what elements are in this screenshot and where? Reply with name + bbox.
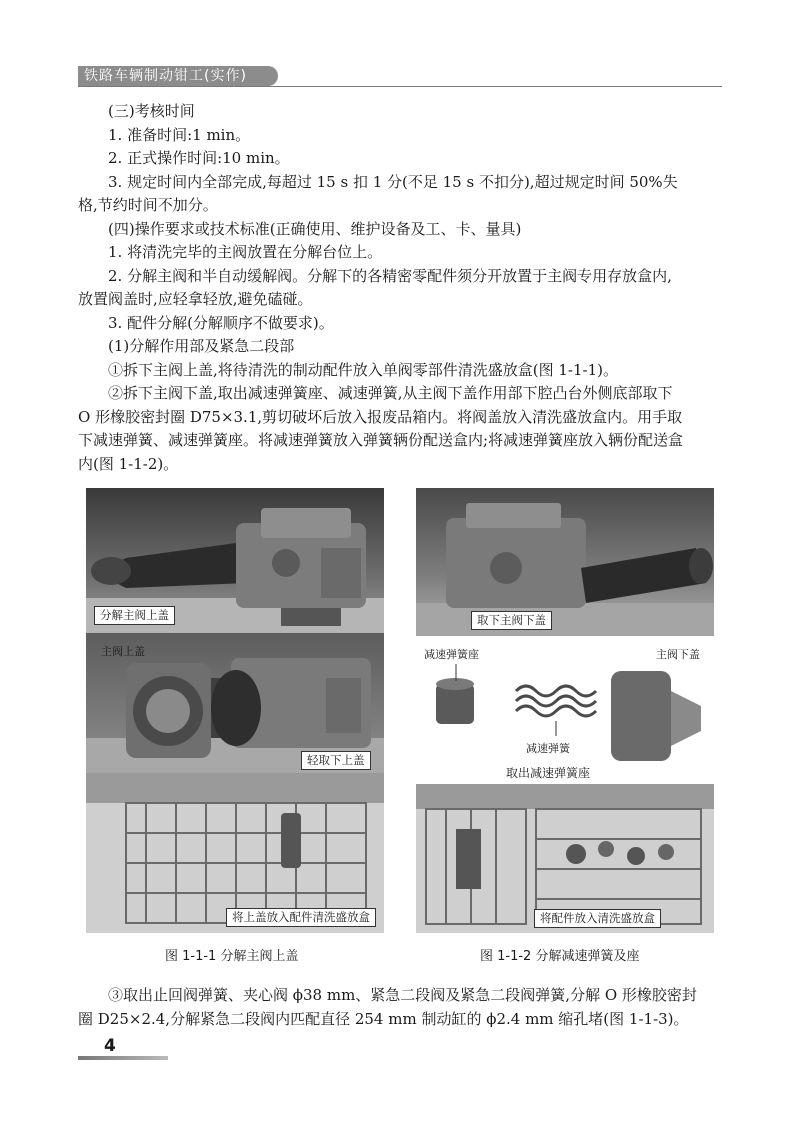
photo-cleaning-basket-left — [86, 773, 384, 933]
paragraph: 放置阀盖时,应轻拿轻放,避免磕碰。 — [78, 290, 313, 308]
paragraph: ③取出止回阀弹簧、夹心阀 ϕ38 mm、紧急二段阀及紧急二段阀弹簧,分解 O 形橡胶密封 — [108, 986, 697, 1004]
photo-top-cover-removed — [86, 633, 384, 773]
paragraph: (四)操作要求或技术标准(正确使用、维护设备及工、卡、量具) — [108, 219, 522, 238]
running-header: 铁路车辆制动钳工(实作) — [78, 66, 278, 86]
paragraph: ①拆下主阀上盖,将待清洗的制动配件放入单阀零部件清洗盛放盒(图 1-1-1)。 — [108, 360, 619, 379]
paragraph: 2. 正式操作时间:10 min。 — [108, 149, 290, 167]
paragraph: 2. 分解主阀和半自动缓解阀。分解下的各精密零配件须分开放置于主阀专用存放盒内, — [108, 266, 672, 285]
label-remove-lower-cover: 取下主阀下盖 — [471, 611, 552, 630]
callout-main-valve-top-cover: 主阀上盖 — [101, 645, 145, 658]
photo-main-valve-top-cover — [86, 488, 384, 633]
label-remove-top-cover: 轻取下上盖 — [301, 751, 371, 770]
paragraph: 下减速弹簧、减速弹簧座。将减速弹簧放入弹簧辆份配送盒内;将减速弹簧座放入辆份配送盒 — [78, 431, 684, 449]
label-place-parts-in-basket: 将配件放入清洗盛放盒 — [534, 909, 661, 928]
paragraph: 1. 将清洗完毕的主阀放置在分解台位上。 — [108, 243, 383, 261]
paragraph: 圈 D25×2.4,分解紧急二段阀内匹配直径 254 mm 制动缸的 ϕ2.4 mm 缩孔堵(图 1-1-3)。 — [78, 1009, 689, 1028]
label-remove-spring-seat: 取出减速弹簧座 — [506, 766, 591, 780]
label-disassemble-top-cover: 分解主阀上盖 — [94, 606, 175, 625]
paragraph: 内(图 1-1-2)。 — [78, 454, 179, 473]
body-text — [78, 100, 722, 476]
paragraph: (1)分解作用部及紧急二段部 — [108, 337, 295, 355]
photo-main-valve-lower-cover — [416, 488, 714, 636]
paragraph: 3. 配件分解(分解顺序不做要求)。 — [108, 313, 334, 332]
page-number-bar — [78, 1056, 168, 1060]
page-number: 4 — [104, 1036, 116, 1056]
figure-caption-1-1-2: 图 1-1-2 分解减速弹簧及座 — [480, 949, 640, 964]
label-place-top-cover-in-basket: 将上盖放入配件清洗盛放盒 — [226, 908, 376, 927]
photo-cleaning-basket-right — [416, 784, 714, 933]
paragraph: (三)考核时间 — [108, 102, 195, 120]
paragraph: 1. 准备时间:1 min。 — [108, 125, 251, 144]
photo-spring-and-seat — [416, 636, 714, 784]
figure-caption-1-1-1: 图 1-1-1 分解主阀上盖 — [165, 949, 299, 964]
paragraph: 格,节约时间不加分。 — [78, 196, 218, 214]
paragraph: O 形橡胶密封圈 D75×3.1,剪切破坏后放入报废品箱内。将阀盖放入清洗盛放盒内。用手取 — [78, 407, 683, 426]
header-rule — [78, 86, 722, 87]
paragraph: 3. 规定时间内全部完成,每超过 15 s 扣 1 分(不足 15 s 不扣分),超过规定时间 50%失 — [108, 172, 678, 191]
callout-spring: 减速弹簧 — [526, 742, 570, 755]
callout-spring-seat: 减速弹簧座 — [424, 648, 479, 661]
callout-lower-cover: 主阀下盖 — [656, 648, 700, 661]
paragraph: ②拆下主阀下盖,取出减速弹簧座、减速弹簧,从主阀下盖作用部下腔凸台外侧底部取下 — [108, 384, 673, 402]
body-text-bottom — [78, 984, 722, 1031]
